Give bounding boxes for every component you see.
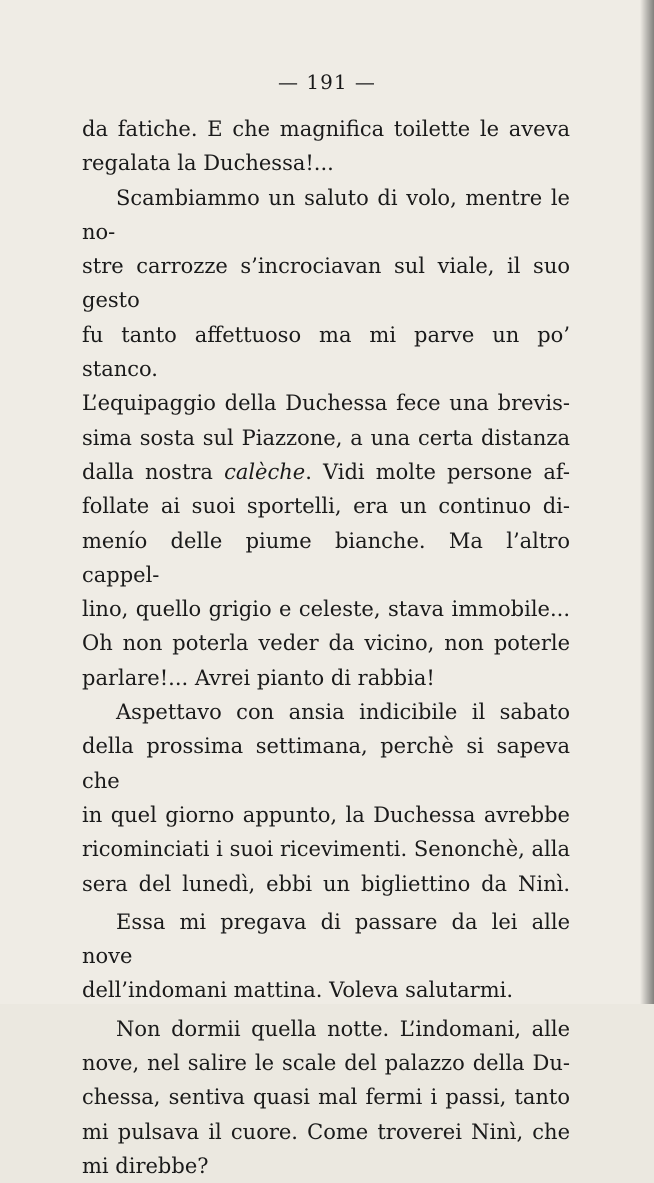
text-segment: dalla nostra	[82, 459, 225, 484]
text-line: dell’indomani mattina. Voleva salutarmi.	[82, 978, 514, 1003]
text-line: menío delle piume bianche. Ma l’altro cappel-	[82, 528, 570, 587]
text-line: mi direbbe?	[82, 1153, 209, 1178]
text-line: chessa, sentiva quasi mal fermi i passi, tanto	[82, 1085, 570, 1110]
paragraph-3	[82, 695, 570, 901]
page-edge-shadow	[640, 0, 654, 1004]
text-line: stre carrozze s’incrociavan sul viale, il suo gesto	[82, 254, 570, 313]
text-line: Oh non poterla veder da vicino, non poterle	[82, 631, 570, 656]
paragraph-2	[82, 181, 570, 695]
italic-word: calèche	[224, 459, 306, 484]
text-line: da fatiche. E che magnifica toilette le aveva	[82, 117, 570, 141]
text-line: sera del lunedì, ebbi un bigliettino da Ninì.	[82, 871, 570, 896]
text-line: ricominciati i suoi ricevimenti. Senonchè, alla	[82, 837, 570, 862]
text-line: fu tanto affettuoso ma mi parve un po’ stanco.	[82, 322, 570, 382]
text-line: in quel giorno appunto, la Duchessa avrebbe	[82, 802, 570, 827]
text-line: mi pulsava il cuore. Come troverei Ninì, che	[82, 1119, 570, 1144]
text-line: follate ai suoi sportelli, era un continuo di-	[82, 494, 570, 519]
paragraph-5	[82, 1012, 570, 1183]
text-line: Scambiammo un saluto di volo, mentre le no-	[82, 185, 570, 244]
text-line: Essa mi pregava di passare da lei alle nove	[82, 909, 570, 969]
text-line: L’equipaggio della Duchessa fece una brevis-	[82, 391, 570, 416]
text-line: parlare!... Avrei pianto di rabbia!	[82, 665, 435, 690]
text-line: lino, quello grigio e celeste, stava immobile...	[82, 597, 570, 622]
text-line: nove, nel salire le scale del palazzo della Du-	[82, 1051, 570, 1076]
body-text	[82, 112, 570, 1183]
paragraph-4	[82, 905, 570, 1008]
text-line: Non dormii quella notte. L’indomani, alle	[116, 1016, 570, 1041]
text-line: sima sosta sul Piazzone, a una certa distanza	[82, 425, 570, 450]
text-line: della prossima settimana, perchè si sapeva che	[82, 734, 570, 793]
page-number: — 191 —	[278, 70, 376, 94]
text-line: regalata la Duchessa!...	[82, 151, 334, 176]
text-line: Aspettavo con ansia indicibile il sabato	[116, 700, 570, 725]
text-line	[82, 455, 570, 489]
paragraph-1	[82, 112, 570, 181]
text-segment: . Vidi molte persone af-	[305, 459, 570, 484]
